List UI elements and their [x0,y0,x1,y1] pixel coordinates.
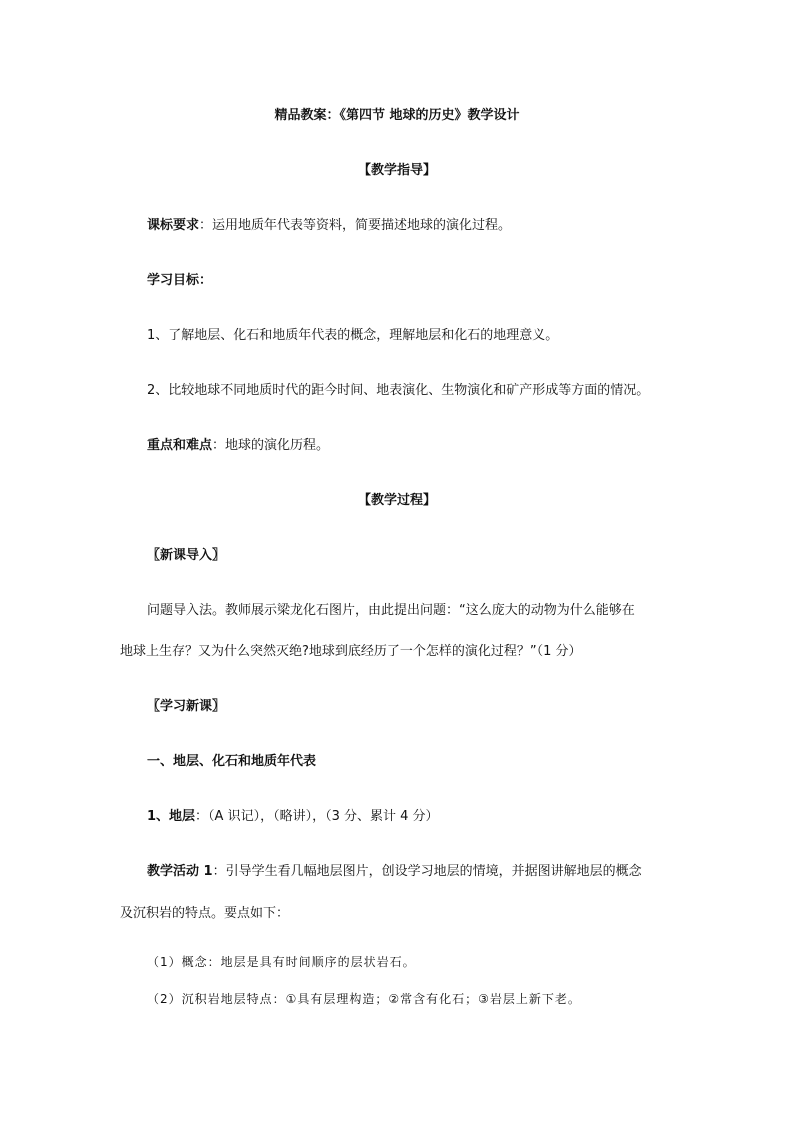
new-lesson-heading: 〖学习新课〗 [147,699,226,714]
curriculum-requirement [147,217,511,235]
strata-text: ：（A 识记），（略讲），（3 分、累计 4 分） [195,809,439,824]
activity-1-line-2: 及沉积岩的特点。要点如下： [120,906,290,921]
section-heading-guidance: 【教学指导】 [357,163,436,178]
section-heading-process: 【教学过程】 [357,493,436,508]
intro-paragraph-line-2: 地球上生存？又为什么突然灭绝?地球到底经历了一个怎样的演化过程？”（1 分） [120,644,582,659]
curriculum-text: ：运用地质年代表等资料，简要描述地球的演化过程。 [199,218,512,233]
key-points-label: 重点和难点 [147,438,213,453]
intro-heading: 〖新课导入〗 [147,548,226,563]
point-2: （2）沉积岩地层特点：①具有层理构造；②常含有化石；③岩层上新下老。 [147,992,581,1006]
part-1-heading: 一、地层、化石和地质年代表 [147,754,317,769]
activity-1-line-1 [147,863,642,881]
activity-1-label: 教学活动 1 [147,864,213,879]
curriculum-label: 课标要求 [147,218,200,233]
point-1: （1）概念：地层是具有时间顺序的层状岩石。 [147,955,416,969]
activity-1-text: ：引导学生看几幅地层图片，创设学习地层的情境，并据图讲解地层的概念 [212,864,642,879]
objectives-label: 学习目标： [147,273,213,288]
key-points [147,437,329,455]
objective-1: 1、了解地层、化石和地质年代表的概念，理解地层和化石的地理意义。 [147,328,559,343]
objective-2: 2、比较地球不同地质时代的距今时间、地表演化、生物演化和矿产形成等方面的情况。 [147,383,650,398]
key-points-text: ：地球的演化历程。 [212,438,330,453]
intro-paragraph-line-1: 问题导入法。教师展示梁龙化石图片，由此提出问题：“这么庞大的动物为什么能够在 [147,603,635,618]
document-title: 精品教案：《第四节 地球的历史》教学设计 [274,108,520,123]
strata-label: 1、地层 [147,809,196,824]
strata-heading [147,808,439,826]
